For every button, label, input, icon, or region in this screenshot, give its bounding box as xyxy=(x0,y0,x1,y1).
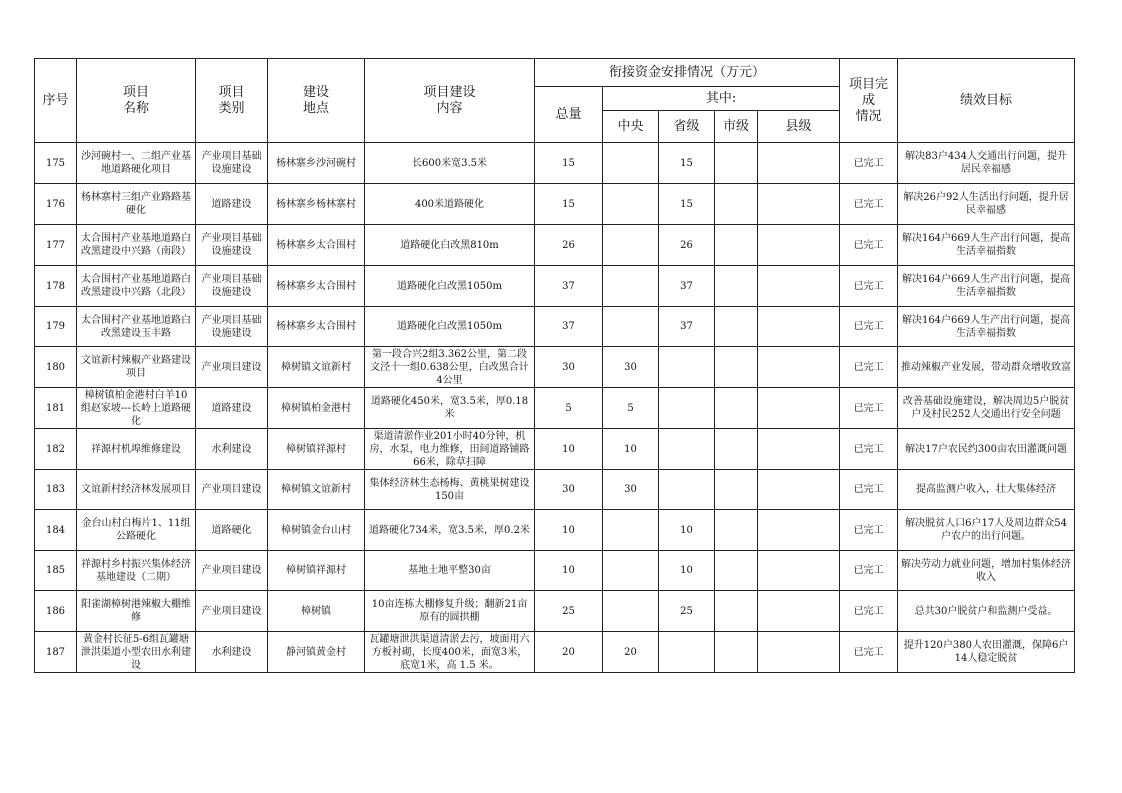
cell-type: 产业项目建设 xyxy=(196,591,268,632)
cell-municipal xyxy=(715,591,758,632)
cell-name: 祥源村机埠维修建设 xyxy=(77,429,196,470)
cell-total: 37 xyxy=(535,307,603,347)
cell-status: 已完工 xyxy=(840,184,898,225)
cell-status: 已完工 xyxy=(840,470,898,510)
table-row xyxy=(35,632,1075,673)
cell-county xyxy=(758,184,840,225)
cell-central xyxy=(603,551,659,591)
cell-name: 太合围村产业基地道路白改黑建设中兴路（北段） xyxy=(77,266,196,307)
cell-content: 10亩连栋大棚修复升级；翻新21亩原有的圆拱棚 xyxy=(365,591,535,632)
cell-content: 基地土地平整30亩 xyxy=(365,551,535,591)
header-total: 总量 xyxy=(535,87,603,143)
table-row xyxy=(35,307,1075,347)
cell-goal: 提升120户380人农田灌溉，保障6户14人稳定脱贫 xyxy=(898,632,1075,673)
cell-provincial xyxy=(659,347,715,388)
cell-goal: 解决劳动力就业问题，增加村集体经济收入 xyxy=(898,551,1075,591)
cell-total: 20 xyxy=(535,632,603,673)
cell-seq: 186 xyxy=(35,591,77,632)
cell-seq: 183 xyxy=(35,470,77,510)
cell-central xyxy=(603,307,659,347)
cell-content: 道路硬化734米，宽3.5米，厚0.2米 xyxy=(365,510,535,551)
header-goal: 绩效目标 xyxy=(898,59,1075,143)
header-seq: 序号 xyxy=(35,59,77,143)
cell-seq: 187 xyxy=(35,632,77,673)
header-central: 中央 xyxy=(603,111,659,143)
cell-location: 樟树镇文谊新村 xyxy=(268,347,365,388)
cell-total: 10 xyxy=(535,551,603,591)
cell-total: 37 xyxy=(535,266,603,307)
cell-central xyxy=(603,266,659,307)
cell-goal: 解决17户农民约300亩农田灌溉问题 xyxy=(898,429,1075,470)
table-row xyxy=(35,184,1075,225)
cell-seq: 179 xyxy=(35,307,77,347)
cell-goal: 解决164户669人生产出行问题，提高生活幸福指数 xyxy=(898,266,1075,307)
cell-municipal xyxy=(715,347,758,388)
cell-type: 水利建设 xyxy=(196,632,268,673)
table-row xyxy=(35,591,1075,632)
cell-provincial xyxy=(659,388,715,429)
cell-municipal xyxy=(715,551,758,591)
table-body xyxy=(35,143,1075,673)
cell-name: 祥源村乡村振兴集体经济基地建设（二期） xyxy=(77,551,196,591)
cell-municipal xyxy=(715,388,758,429)
cell-name: 阳雀湖樟树港辣椒大棚维修 xyxy=(77,591,196,632)
cell-municipal xyxy=(715,143,758,184)
cell-name: 太合围村产业基地道路白改黑建设中兴路（南段） xyxy=(77,225,196,266)
cell-name: 文谊新村辣椒产业路建设项目 xyxy=(77,347,196,388)
cell-content: 第一段合兴2组3.362公里，第二段文泾十一组0.638公里，白改黑合计4公里 xyxy=(365,347,535,388)
cell-status: 已完工 xyxy=(840,347,898,388)
cell-type: 产业项目建设 xyxy=(196,551,268,591)
cell-county xyxy=(758,551,840,591)
cell-content: 道路硬化白改黑1050m xyxy=(365,307,535,347)
cell-location: 樟树镇 xyxy=(268,591,365,632)
cell-status: 已完工 xyxy=(840,632,898,673)
cell-type: 产业项目基础设施建设 xyxy=(196,307,268,347)
cell-name: 金台山村白梅片1、11组公路硬化 xyxy=(77,510,196,551)
cell-location: 樟树镇祥源村 xyxy=(268,551,365,591)
cell-county xyxy=(758,225,840,266)
cell-total: 30 xyxy=(535,347,603,388)
header-completion: 项目完成 情况 xyxy=(840,59,898,143)
cell-central: 30 xyxy=(603,347,659,388)
table-row xyxy=(35,429,1075,470)
cell-status: 已完工 xyxy=(840,551,898,591)
cell-location: 樟树镇柏金港村 xyxy=(268,388,365,429)
cell-status: 已完工 xyxy=(840,266,898,307)
cell-seq: 185 xyxy=(35,551,77,591)
cell-type: 产业项目建设 xyxy=(196,347,268,388)
cell-municipal xyxy=(715,429,758,470)
cell-status: 已完工 xyxy=(840,225,898,266)
cell-total: 15 xyxy=(535,184,603,225)
cell-central xyxy=(603,591,659,632)
cell-seq: 184 xyxy=(35,510,77,551)
cell-goal: 解决83户434人交通出行问题，提升居民幸福感 xyxy=(898,143,1075,184)
cell-content: 道路硬化450米，宽3.5米，厚0.18米 xyxy=(365,388,535,429)
cell-status: 已完工 xyxy=(840,510,898,551)
cell-provincial: 10 xyxy=(659,510,715,551)
cell-seq: 182 xyxy=(35,429,77,470)
cell-goal: 解决脱贫人口6户17人及周边群众54户农户的出行问题。 xyxy=(898,510,1075,551)
cell-central xyxy=(603,510,659,551)
header-county: 县级 xyxy=(758,111,840,143)
cell-central: 10 xyxy=(603,429,659,470)
header-funding: 衔接资金安排情况（万元） xyxy=(535,59,840,87)
cell-seq: 178 xyxy=(35,266,77,307)
cell-municipal xyxy=(715,632,758,673)
cell-type: 道路硬化 xyxy=(196,510,268,551)
cell-content: 集体经济林生态杨梅、黄桃果树建设150亩 xyxy=(365,470,535,510)
cell-central xyxy=(603,143,659,184)
cell-location: 樟树镇祥源村 xyxy=(268,429,365,470)
cell-municipal xyxy=(715,225,758,266)
table-row xyxy=(35,388,1075,429)
cell-location: 杨林寨乡杨林寨村 xyxy=(268,184,365,225)
header-location: 建设 地点 xyxy=(268,59,365,143)
cell-provincial xyxy=(659,470,715,510)
cell-content: 道路硬化白改黑810m xyxy=(365,225,535,266)
cell-status: 已完工 xyxy=(840,429,898,470)
cell-seq: 176 xyxy=(35,184,77,225)
cell-content: 渠道清淤作业201小时40分钟，机房，水泵，电力维修，田间道路铺路66米，除草扫障 xyxy=(365,429,535,470)
header-municipal: 市级 xyxy=(715,111,758,143)
cell-status: 已完工 xyxy=(840,388,898,429)
cell-location: 樟树镇文谊新村 xyxy=(268,470,365,510)
cell-location: 杨林寨乡沙河碗村 xyxy=(268,143,365,184)
cell-total: 15 xyxy=(535,143,603,184)
cell-name: 沙河碗村一、二组产业基地道路硬化项目 xyxy=(77,143,196,184)
header-name: 项目 名称 xyxy=(77,59,196,143)
cell-county xyxy=(758,347,840,388)
cell-provincial: 26 xyxy=(659,225,715,266)
cell-municipal xyxy=(715,510,758,551)
cell-county xyxy=(758,143,840,184)
cell-status: 已完工 xyxy=(840,307,898,347)
cell-county xyxy=(758,307,840,347)
cell-type: 产业项目建设 xyxy=(196,470,268,510)
cell-total: 26 xyxy=(535,225,603,266)
cell-central xyxy=(603,225,659,266)
table-row xyxy=(35,551,1075,591)
cell-provincial: 37 xyxy=(659,307,715,347)
table-row xyxy=(35,225,1075,266)
cell-county xyxy=(758,510,840,551)
cell-county xyxy=(758,429,840,470)
cell-name: 文谊新村经济林发展项目 xyxy=(77,470,196,510)
cell-location: 杨林寨乡太合围村 xyxy=(268,225,365,266)
cell-location: 樟树镇金台山村 xyxy=(268,510,365,551)
cell-provincial: 25 xyxy=(659,591,715,632)
cell-total: 10 xyxy=(535,429,603,470)
table-row xyxy=(35,266,1075,307)
cell-county xyxy=(758,632,840,673)
cell-name: 黄金村长征5-6组瓦罐塘泄洪渠道小型农田水利建设 xyxy=(77,632,196,673)
cell-total: 5 xyxy=(535,388,603,429)
cell-location: 静河镇黄金村 xyxy=(268,632,365,673)
cell-type: 产业项目基础设施建设 xyxy=(196,225,268,266)
cell-location: 杨林寨乡太合围村 xyxy=(268,307,365,347)
cell-status: 已完工 xyxy=(840,143,898,184)
table-row xyxy=(35,470,1075,510)
cell-municipal xyxy=(715,470,758,510)
cell-content: 道路硬化白改黑1050m xyxy=(365,266,535,307)
cell-municipal xyxy=(715,184,758,225)
cell-municipal xyxy=(715,266,758,307)
table-row xyxy=(35,143,1075,184)
cell-central: 20 xyxy=(603,632,659,673)
cell-total: 25 xyxy=(535,591,603,632)
cell-municipal xyxy=(715,307,758,347)
header-content: 项目建设 内容 xyxy=(365,59,535,143)
cell-goal: 改善基础设施建设，解决周边5户脱贫户及村民252人交通出行安全问题 xyxy=(898,388,1075,429)
cell-goal: 解决26户92人生活出行问题，提升居民幸福感 xyxy=(898,184,1075,225)
cell-provincial: 15 xyxy=(659,184,715,225)
cell-goal: 提高监测户收入，壮大集体经济 xyxy=(898,470,1075,510)
cell-total: 30 xyxy=(535,470,603,510)
cell-county xyxy=(758,470,840,510)
table-row xyxy=(35,347,1075,388)
cell-content: 长600米宽3.5米 xyxy=(365,143,535,184)
cell-provincial xyxy=(659,632,715,673)
cell-content: 瓦罐塘泄洪渠道清淤去污，坡面用六方板衬砌，长度400米，面宽3米，底宽1米，高 1.5 米。 xyxy=(365,632,535,673)
cell-seq: 175 xyxy=(35,143,77,184)
cell-type: 道路建设 xyxy=(196,184,268,225)
header-type: 项目 类别 xyxy=(196,59,268,143)
cell-name: 太合围村产业基地道路白改黑建设玉丰路 xyxy=(77,307,196,347)
cell-total: 10 xyxy=(535,510,603,551)
header-of-which: 其中: xyxy=(603,87,840,111)
cell-seq: 180 xyxy=(35,347,77,388)
cell-type: 水利建设 xyxy=(196,429,268,470)
cell-content: 400米道路硬化 xyxy=(365,184,535,225)
cell-central: 5 xyxy=(603,388,659,429)
cell-goal: 总共30户脱贫户和监测户受益。 xyxy=(898,591,1075,632)
cell-county xyxy=(758,266,840,307)
cell-goal: 解决164户669人生产出行问题，提高生活幸福指数 xyxy=(898,225,1075,266)
cell-county xyxy=(758,388,840,429)
cell-seq: 181 xyxy=(35,388,77,429)
cell-central: 30 xyxy=(603,470,659,510)
cell-name: 杨林寨村三组产业路路基硬化 xyxy=(77,184,196,225)
cell-type: 道路建设 xyxy=(196,388,268,429)
cell-central xyxy=(603,184,659,225)
cell-county xyxy=(758,591,840,632)
cell-provincial xyxy=(659,429,715,470)
header-provincial: 省级 xyxy=(659,111,715,143)
cell-provincial: 10 xyxy=(659,551,715,591)
cell-provincial: 37 xyxy=(659,266,715,307)
cell-provincial: 15 xyxy=(659,143,715,184)
cell-status: 已完工 xyxy=(840,591,898,632)
cell-goal: 解决164户669人生产出行问题，提高生活幸福指数 xyxy=(898,307,1075,347)
project-table xyxy=(34,58,1075,673)
cell-location: 杨林寨乡太合围村 xyxy=(268,266,365,307)
cell-seq: 177 xyxy=(35,225,77,266)
cell-type: 产业项目基础设施建设 xyxy=(196,143,268,184)
cell-goal: 推动辣椒产业发展，带动群众增收致富 xyxy=(898,347,1075,388)
cell-type: 产业项目基础设施建设 xyxy=(196,266,268,307)
cell-name: 樟树镇柏金港村白羊10组赵家坡---长岭上道路硬化 xyxy=(77,388,196,429)
table-row xyxy=(35,510,1075,551)
